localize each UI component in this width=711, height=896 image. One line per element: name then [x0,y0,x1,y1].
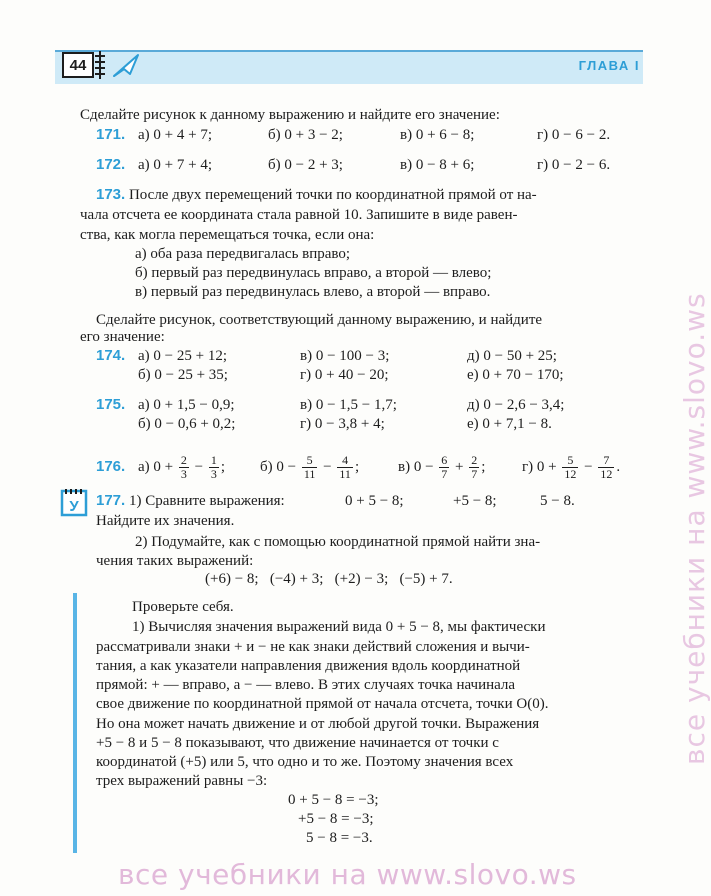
exercise-177-part2b: чения таких выражений: [96,553,254,569]
fraction [562,454,578,481]
numerator: 7 [598,454,614,468]
chapter-title: ГЛАВА I [578,58,640,73]
watermark-side: все учебники на www.slovo.ws [678,292,711,765]
exercise-175-a: а) 0 + 1,5 − 0,9; [138,397,235,413]
check-title: Проверьте себя. [132,599,234,615]
exercise-177 [96,492,285,510]
exercise-173-line3: ства, как могла перемещаться точка, если она: [80,227,375,243]
exercise-175-v: в) 0 − 1,5 − 1,7; [300,397,397,413]
exercise-174 [96,347,125,365]
side-accent-bar [73,593,77,853]
numerator: 4 [337,454,353,468]
check-line-3: тания, а как указатели направления движения вдоль координатной [96,658,521,674]
check-line-8: координатой (+5) или 5, что одно и то же. Поэтому значения всех [96,754,514,770]
denominator: 11 [339,467,351,482]
notebook-badge-icon [60,488,92,518]
fraction [337,454,353,481]
terminator: ; [354,459,360,475]
exercise-174-g: г) 0 + 40 − 20; [300,367,389,383]
result-1: 0 + 5 − 8 = −3; [288,792,379,808]
exercise-175-e: е) 0 + 7,1 − 8. [467,416,552,432]
exercise-173-a: а) оба раза передвигалась вправо; [135,246,351,262]
operator: + [455,459,464,475]
exercise-171 [96,126,125,144]
exercise-176-b [260,452,359,482]
exercise-174-e: е) 0 + 70 − 170; [467,367,564,383]
exercise-177-expressions: (+6) − 8; (−4) + 3; (+2) − 3; (−5) + 7. [205,571,453,587]
instruction-text-2: Сделайте рисунок, соответствующий данному выражению, и найдите [96,312,543,328]
fraction [439,454,449,481]
check-line-4: прямой: + — вправо, а − — влево. В этих случаях точка начинала [96,677,516,693]
exercise-number: 173. [96,186,126,203]
fraction [302,454,318,481]
exercise-173-b: б) первый раз передвинулась вправо, а второй — влево; [135,265,492,281]
expr-prefix: а) 0 + [138,459,174,475]
exercise-174-v: в) 0 − 100 − 3; [300,348,390,364]
exercise-176-c [398,452,485,482]
check-line-9: трех выражений равны −3: [96,773,268,789]
spiral-binding-icon [93,50,107,80]
expr-prefix: б) 0 − [260,459,297,475]
exercise-175-b: б) 0 − 0,6 + 0,2; [138,416,236,432]
exercise-174-d: д) 0 − 50 + 25; [467,348,557,364]
operator: − [194,459,204,475]
exercise-172-c: в) 0 − 8 + 6; [400,157,475,173]
numerator: 2 [471,453,478,468]
check-line-2: рассматривали знаки + и − не как знаки действий сложения и вычи- [96,639,530,655]
check-line-1: 1) Вычисляя значения выражений вида 0 + 5 − 8, мы фактически [132,619,546,635]
exercise-171-b: б) 0 + 3 − 2; [268,127,343,143]
result-3: 5 − 8 = −3. [306,830,373,846]
numerator: 5 [302,454,318,468]
exercise-175-g: г) 0 − 3,8 + 4; [300,416,385,432]
page-number: 44 [62,52,94,78]
numerator: 5 [562,454,578,468]
numerator: 2 [180,453,187,468]
watermark-bottom: все учебники на www.slovo.ws [118,858,577,891]
exercise-172-d: г) 0 − 2 − 6. [537,157,611,173]
denominator: 11 [303,467,316,482]
denominator: 12 [564,467,577,482]
badge-letter: У [69,498,79,515]
exercise-175-d: д) 0 − 2,6 − 3,4; [467,397,565,413]
exercise-176-d [522,452,620,482]
denominator: 3 [180,467,187,482]
exercise-173-line1 [96,186,537,204]
exercise-171-a: а) 0 + 4 + 7; [138,127,212,143]
exercise-177-part2: 2) Подумайте, как с помощью координатной прямой найти зна- [135,534,541,550]
check-line-5: свое движение по координатной прямой от начала отсчета, точки O(0). [96,696,549,712]
terminator: ; [481,459,486,475]
exercise-171-d: г) 0 − 6 − 2. [537,127,611,143]
exercise-number: 175. [96,396,126,413]
exercise-173-line2: чала отсчета ее координата стала равной 10. Запишите в виде равен- [80,207,518,223]
exercise-number: 172. [96,156,126,173]
exercise-number: 171. [96,126,126,143]
exercise-171-c: в) 0 + 6 − 8; [400,127,475,143]
expression-3: 5 − 8. [540,493,575,509]
exercise-174-a: а) 0 − 25 + 12; [138,348,227,364]
exercise-text: 1) Сравните выражения: [128,493,285,509]
terminator: ; [220,459,226,475]
fraction [469,454,479,481]
result-2: +5 − 8 = −3; [298,811,374,827]
expr-prefix: в) 0 − [398,459,434,475]
instruction-text: Сделайте рисунок к данному выражению и найдите его значение: [80,107,500,123]
exercise-172-a: а) 0 + 7 + 4; [138,157,212,173]
check-line-6: Но она может начать движение и от любой другой точки. Выражения [96,716,540,732]
denominator: 3 [210,467,217,482]
instruction-text-2b: его значение: [80,329,165,345]
terminator: . [616,459,621,475]
exercise-text: После двух перемещений точки по координатной прямой от на- [128,187,537,203]
exercise-176 [96,452,125,482]
exercise-number: 176. [96,458,126,475]
expr-prefix: г) 0 + [522,459,557,475]
numerator: 6 [441,453,448,468]
denominator: 7 [441,467,448,482]
task-badge [60,488,92,523]
fraction [598,454,614,481]
exercise-177-line2: Найдите их значения. [96,513,235,529]
exercise-number: 177. [96,492,126,509]
pen-nib-icon [112,52,142,80]
exercise-173-c: в) первый раз передвинулась влево, а второй — вправо. [135,284,491,300]
operator: − [584,459,593,475]
fraction [209,454,219,481]
operator: − [323,459,332,475]
expression-1: 0 + 5 − 8; [345,493,404,509]
exercise-174-b: б) 0 − 25 + 35; [138,367,228,383]
exercise-172 [96,156,125,174]
exercise-number: 174. [96,347,126,364]
numerator: 1 [210,453,217,468]
expression-2: +5 − 8; [453,493,497,509]
exercise-176-a [138,452,225,482]
fraction [179,454,189,481]
exercise-175 [96,396,125,414]
check-line-7: +5 − 8 и 5 − 8 показывают, что движение начинается от точки с [96,735,499,751]
denominator: 7 [471,467,478,482]
exercise-172-b: б) 0 − 2 + 3; [268,157,343,173]
header-bar [55,50,643,84]
denominator: 12 [600,467,613,482]
